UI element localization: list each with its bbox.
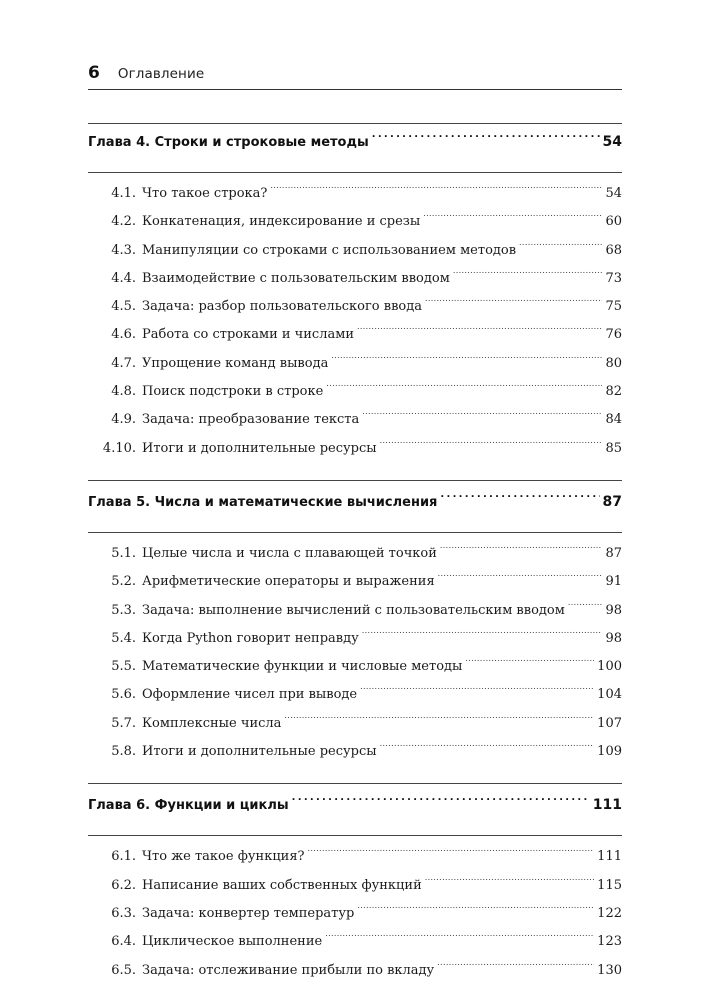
toc-section-entry[interactable] [88, 628, 622, 656]
dot-leader [308, 847, 595, 860]
dot-leader [360, 685, 594, 698]
toc-section-entry[interactable] [88, 324, 622, 352]
section-number: 4.10. [102, 440, 136, 456]
section-number: 5.2. [111, 574, 136, 590]
section-title: Математические функции и числовые методы [142, 659, 463, 675]
chapter-divider [88, 466, 622, 491]
section-number: 5.3. [111, 602, 136, 618]
section-title: Когда Python говорит неправду [142, 630, 359, 646]
dot-leader [440, 493, 599, 506]
dot-leader [437, 961, 594, 974]
toc-chapter-entry[interactable] [88, 491, 622, 518]
toc-section-entry[interactable] [88, 211, 622, 239]
section-number: 6.5. [111, 962, 136, 978]
running-header-title: Оглавление [117, 66, 205, 82]
toc-section-entry[interactable] [88, 240, 622, 268]
section-number: 5.7. [111, 715, 136, 731]
dot-leader [519, 241, 602, 254]
dot-leader [372, 133, 600, 146]
dot-leader [380, 742, 595, 755]
chapter-title: Глава 4. Строки и строковые методы [88, 135, 369, 150]
toc-section-entry[interactable] [88, 183, 622, 211]
section-title: Оформление чисел при выводе [142, 687, 358, 703]
header-rule [88, 89, 622, 90]
toc-section-entry[interactable] [88, 960, 622, 988]
section-title: Итоги и дополнительные ресурсы [142, 744, 377, 760]
dot-leader [453, 269, 603, 282]
section-number: 4.2. [111, 214, 136, 230]
dot-leader [438, 572, 603, 585]
section-page-number: 91 [605, 574, 622, 590]
dot-leader [270, 184, 602, 197]
section-title: Работа со строками и числами [142, 327, 354, 343]
dot-leader [425, 876, 594, 889]
section-title: Поиск подстроки в строке [142, 384, 324, 400]
section-page-number: 115 [597, 877, 622, 893]
dot-leader [357, 904, 594, 917]
toc-section-entry[interactable] [88, 353, 622, 381]
toc-section-entry[interactable] [88, 600, 622, 628]
section-page-number: 76 [605, 327, 622, 343]
section-title: Циклическое выполнение [142, 934, 323, 950]
section-title: Задача: выполнение вычислений с пользовательским вводом [142, 602, 565, 618]
section-page-number: 87 [605, 545, 622, 561]
dot-leader [423, 212, 602, 225]
section-page-number: 107 [597, 715, 622, 731]
toc-section-entry[interactable] [88, 409, 622, 437]
toc-section-entry[interactable] [88, 846, 622, 874]
section-title: Что такое строка? [142, 186, 268, 201]
section-number: 4.3. [111, 242, 136, 258]
dot-leader [284, 714, 594, 727]
chapter-divider [88, 518, 622, 543]
toc-section-entry[interactable] [88, 268, 622, 296]
toc-section-entry[interactable] [88, 656, 622, 684]
dot-leader [380, 439, 603, 452]
dot-leader [362, 410, 602, 423]
toc-section-entry[interactable] [88, 684, 622, 712]
section-title: Конкатенация, индексирование и срезы [142, 214, 421, 230]
section-page-number: 130 [597, 962, 622, 978]
section-page-number: 54 [605, 186, 622, 201]
dot-leader [331, 354, 602, 367]
section-number: 5.5. [111, 659, 136, 675]
section-page-number: 75 [605, 299, 622, 315]
section-number: 5.1. [111, 545, 136, 561]
section-page-number: 80 [605, 355, 622, 371]
section-number: 5.8. [111, 744, 136, 760]
section-page-number: 85 [605, 440, 622, 456]
section-page-number: 111 [597, 849, 622, 865]
dot-leader [440, 544, 603, 557]
chapter-page-number: 111 [592, 797, 622, 814]
section-title: Целые числа и числа с плавающей точкой [142, 545, 437, 561]
toc-chapter-entry[interactable] [88, 131, 622, 158]
section-title: Задача: конвертер температур [142, 905, 355, 921]
section-title: Итоги и дополнительные ресурсы [142, 440, 377, 456]
section-title: Что же такое функция? [142, 849, 305, 865]
section-page-number: 123 [597, 934, 622, 950]
section-page-number: 109 [597, 744, 622, 760]
section-page-number: 98 [605, 602, 622, 618]
section-number: 6.4. [111, 934, 136, 950]
chapter-divider [88, 117, 622, 131]
table-of-contents [88, 117, 622, 988]
toc-section-entry[interactable] [88, 571, 622, 599]
page-header [88, 63, 622, 83]
section-number: 4.4. [111, 270, 136, 286]
toc-section-entry[interactable] [88, 875, 622, 903]
section-title: Взаимодействие с пользовательским вводом [142, 270, 450, 286]
section-page-number: 60 [605, 214, 622, 230]
toc-section-entry[interactable] [88, 741, 622, 769]
section-number: 6.2. [111, 877, 136, 893]
toc-section-entry[interactable] [88, 543, 622, 571]
page-number: 6 [88, 63, 100, 83]
dot-leader [568, 601, 603, 614]
chapter-page-number: 54 [602, 134, 622, 150]
section-title: Задача: преобразование текста [142, 412, 360, 428]
section-title: Задача: отслеживание прибыли по вкладу [142, 962, 435, 978]
section-number: 6.3. [111, 905, 136, 921]
dot-leader [292, 796, 590, 809]
dot-leader [357, 325, 602, 338]
toc-chapter-entry[interactable] [88, 794, 622, 821]
section-title: Манипуляции со строками с использованием методов [142, 242, 517, 258]
section-number: 4.7. [111, 355, 136, 371]
toc-section-entry[interactable] [88, 931, 622, 959]
dot-leader [326, 382, 602, 395]
section-title: Арифметические операторы и выражения [142, 574, 435, 590]
section-title: Написание ваших собственных функций [142, 877, 422, 893]
dot-leader [465, 657, 594, 670]
section-number: 4.9. [111, 412, 136, 428]
toc-section-entry[interactable] [88, 903, 622, 931]
chapter-divider [88, 769, 622, 794]
section-title: Комплексные числа [142, 715, 282, 731]
dot-leader [362, 629, 603, 642]
toc-section-entry[interactable] [88, 438, 622, 466]
chapter-page-number: 87 [602, 493, 622, 510]
section-page-number: 98 [605, 630, 622, 646]
chapter-title: Глава 6. Функции и циклы [88, 798, 289, 814]
section-number: 4.1. [111, 186, 136, 201]
section-number: 5.6. [111, 687, 136, 703]
section-page-number: 122 [597, 905, 622, 921]
dot-leader [325, 932, 594, 945]
section-title: Упрощение команд вывода [142, 355, 329, 371]
section-number: 6.1. [111, 849, 136, 865]
section-page-number: 68 [605, 242, 622, 258]
section-number: 4.6. [111, 327, 136, 343]
section-number: 4.5. [111, 299, 136, 315]
chapter-title: Глава 5. Числа и математические вычисления [88, 494, 438, 510]
section-page-number: 104 [597, 687, 622, 703]
toc-section-entry[interactable] [88, 381, 622, 409]
section-page-number: 73 [605, 270, 622, 286]
toc-section-entry[interactable] [88, 713, 622, 741]
section-title: Задача: разбор пользовательского ввода [142, 299, 422, 315]
section-number: 5.4. [111, 630, 136, 646]
section-page-number: 84 [605, 412, 622, 428]
toc-section-entry[interactable] [88, 296, 622, 324]
section-page-number: 82 [605, 384, 622, 400]
section-page-number: 100 [597, 659, 622, 675]
section-number: 4.8. [111, 384, 136, 400]
chapter-divider [88, 821, 622, 846]
chapter-divider [88, 158, 622, 183]
dot-leader [425, 297, 602, 310]
